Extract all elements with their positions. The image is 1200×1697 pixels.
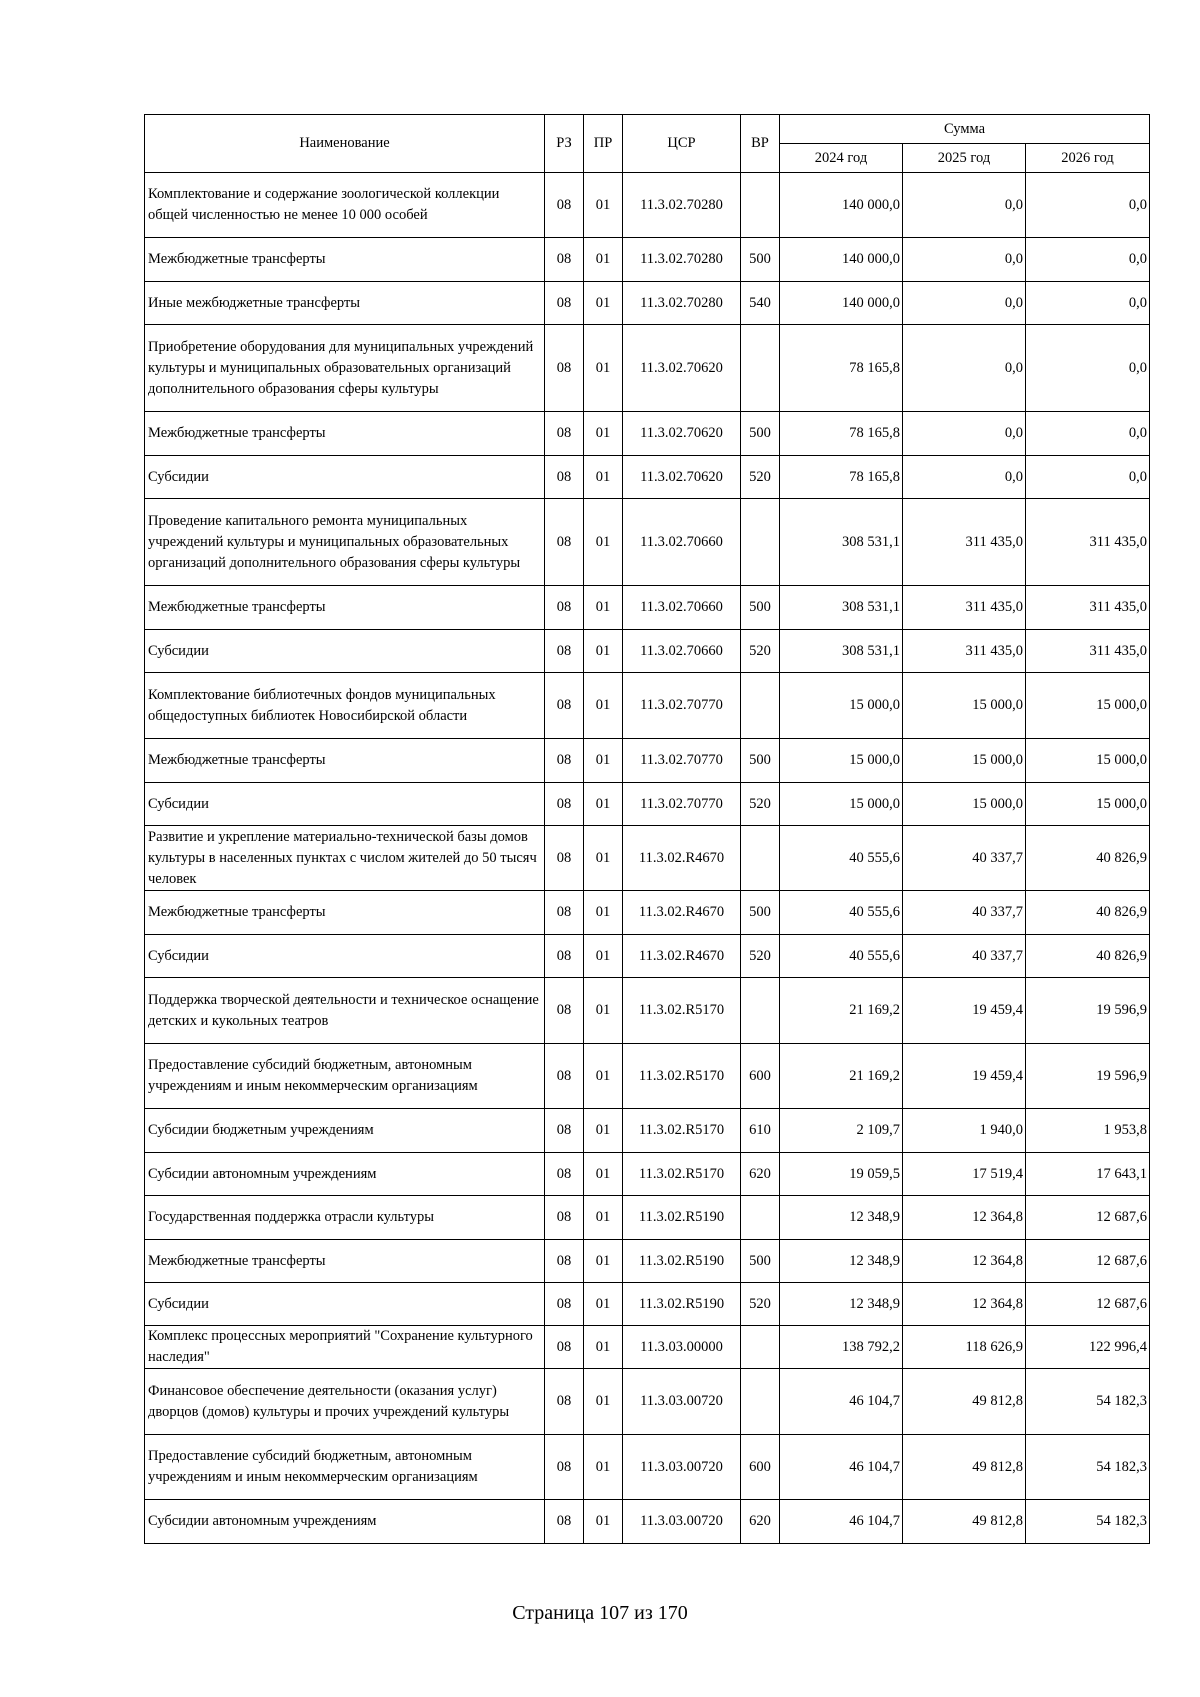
row-sum-2025: 311 435,0 <box>903 630 1026 673</box>
row-sum-2025: 40 337,7 <box>903 826 1026 891</box>
row-vr: 600 <box>741 1435 780 1500</box>
row-vr: 620 <box>741 1153 780 1196</box>
row-pr: 01 <box>584 1500 623 1544</box>
table-row <box>145 456 1150 499</box>
row-pr: 01 <box>584 630 623 673</box>
row-sum-2026: 12 687,6 <box>1026 1240 1150 1283</box>
row-name: Межбюджетные трансферты <box>145 891 545 935</box>
row-rz: 08 <box>545 1240 584 1283</box>
row-sum-2025: 311 435,0 <box>903 499 1026 586</box>
row-name: Поддержка творческой деятельности и техническое оснащение детских и кукольных театров <box>145 978 545 1044</box>
row-pr: 01 <box>584 978 623 1044</box>
row-name: Субсидии <box>145 783 545 826</box>
row-sum-2026: 0,0 <box>1026 325 1150 412</box>
header-year-2024: 2024 год <box>780 144 903 173</box>
table-row <box>145 1109 1150 1153</box>
table-row <box>145 1153 1150 1196</box>
row-vr: 500 <box>741 891 780 935</box>
row-rz: 08 <box>545 282 584 325</box>
table-row <box>145 1196 1150 1240</box>
table-row <box>145 499 1150 586</box>
row-csr: 11.3.02.70660 <box>623 586 741 630</box>
row-name: Приобретение оборудования для муниципальных учреждений культуры и муниципальных образовательных организаций дополнительного образования сферы культуры <box>145 325 545 412</box>
row-sum-2024: 140 000,0 <box>780 173 903 238</box>
row-sum-2025: 118 626,9 <box>903 1326 1026 1369</box>
row-sum-2026: 54 182,3 <box>1026 1500 1150 1544</box>
row-vr <box>741 826 780 891</box>
row-sum-2024: 40 555,6 <box>780 891 903 935</box>
row-sum-2024: 78 165,8 <box>780 412 903 456</box>
row-csr: 11.3.02.70770 <box>623 783 741 826</box>
row-sum-2026: 0,0 <box>1026 412 1150 456</box>
row-pr: 01 <box>584 1044 623 1109</box>
row-sum-2025: 0,0 <box>903 456 1026 499</box>
row-csr: 11.3.02.70660 <box>623 630 741 673</box>
header-vr: ВР <box>741 115 780 173</box>
row-pr: 01 <box>584 1196 623 1240</box>
row-sum-2025: 0,0 <box>903 412 1026 456</box>
row-sum-2025: 0,0 <box>903 238 1026 282</box>
row-vr <box>741 1196 780 1240</box>
row-rz: 08 <box>545 1109 584 1153</box>
row-rz: 08 <box>545 173 584 238</box>
row-sum-2024: 140 000,0 <box>780 238 903 282</box>
row-sum-2026: 40 826,9 <box>1026 935 1150 978</box>
row-sum-2024: 46 104,7 <box>780 1435 903 1500</box>
row-vr: 600 <box>741 1044 780 1109</box>
row-rz: 08 <box>545 1500 584 1544</box>
row-pr: 01 <box>584 935 623 978</box>
row-vr: 520 <box>741 935 780 978</box>
row-sum-2024: 15 000,0 <box>780 783 903 826</box>
row-csr: 11.3.02.R5190 <box>623 1240 741 1283</box>
row-sum-2025: 49 812,8 <box>903 1500 1026 1544</box>
row-name: Предоставление субсидий бюджетным, автономным учреждениям и иным некоммерческим организациям <box>145 1044 545 1109</box>
row-csr: 11.3.03.00720 <box>623 1435 741 1500</box>
row-pr: 01 <box>584 826 623 891</box>
row-csr: 11.3.02.R4670 <box>623 935 741 978</box>
row-rz: 08 <box>545 412 584 456</box>
row-name: Субсидии <box>145 1283 545 1326</box>
row-vr <box>741 499 780 586</box>
row-sum-2025: 15 000,0 <box>903 783 1026 826</box>
row-csr: 11.3.02.R5170 <box>623 1109 741 1153</box>
row-rz: 08 <box>545 238 584 282</box>
row-sum-2025: 49 812,8 <box>903 1369 1026 1435</box>
row-name: Субсидии автономным учреждениям <box>145 1153 545 1196</box>
row-sum-2025: 19 459,4 <box>903 1044 1026 1109</box>
row-name: Межбюджетные трансферты <box>145 1240 545 1283</box>
row-sum-2026: 1 953,8 <box>1026 1109 1150 1153</box>
row-sum-2025: 15 000,0 <box>903 739 1026 783</box>
row-sum-2024: 308 531,1 <box>780 630 903 673</box>
row-sum-2026: 0,0 <box>1026 282 1150 325</box>
row-csr: 11.3.02.70620 <box>623 325 741 412</box>
row-vr <box>741 173 780 238</box>
table-row <box>145 673 1150 739</box>
row-sum-2025: 12 364,8 <box>903 1283 1026 1326</box>
row-pr: 01 <box>584 1153 623 1196</box>
row-vr: 500 <box>741 238 780 282</box>
row-pr: 01 <box>584 739 623 783</box>
row-csr: 11.3.03.00720 <box>623 1369 741 1435</box>
row-csr: 11.3.02.70620 <box>623 412 741 456</box>
row-vr: 500 <box>741 739 780 783</box>
row-sum-2026: 12 687,6 <box>1026 1283 1150 1326</box>
row-sum-2024: 40 555,6 <box>780 826 903 891</box>
row-pr: 01 <box>584 412 623 456</box>
row-rz: 08 <box>545 499 584 586</box>
row-rz: 08 <box>545 630 584 673</box>
row-pr: 01 <box>584 1435 623 1500</box>
table-row <box>145 238 1150 282</box>
row-vr: 620 <box>741 1500 780 1544</box>
table-row <box>145 826 1150 891</box>
table-row <box>145 1240 1150 1283</box>
row-name: Межбюджетные трансферты <box>145 412 545 456</box>
row-csr: 11.3.02.R5170 <box>623 1153 741 1196</box>
row-rz: 08 <box>545 978 584 1044</box>
row-sum-2024: 78 165,8 <box>780 325 903 412</box>
table-row <box>145 739 1150 783</box>
row-rz: 08 <box>545 586 584 630</box>
table-row <box>145 1500 1150 1544</box>
row-csr: 11.3.02.70660 <box>623 499 741 586</box>
row-name: Комплекс процессных мероприятий "Сохранение культурного наследия" <box>145 1326 545 1369</box>
row-sum-2026: 311 435,0 <box>1026 586 1150 630</box>
row-sum-2024: 140 000,0 <box>780 282 903 325</box>
row-sum-2025: 0,0 <box>903 325 1026 412</box>
row-sum-2026: 311 435,0 <box>1026 499 1150 586</box>
row-name: Субсидии бюджетным учреждениям <box>145 1109 545 1153</box>
row-sum-2024: 138 792,2 <box>780 1326 903 1369</box>
row-vr: 520 <box>741 456 780 499</box>
header-year-2026: 2026 год <box>1026 144 1150 173</box>
table-row <box>145 325 1150 412</box>
row-sum-2025: 0,0 <box>903 282 1026 325</box>
table-row <box>145 282 1150 325</box>
row-rz: 08 <box>545 1153 584 1196</box>
table-row <box>145 1435 1150 1500</box>
row-vr: 500 <box>741 586 780 630</box>
row-sum-2025: 1 940,0 <box>903 1109 1026 1153</box>
row-sum-2025: 40 337,7 <box>903 935 1026 978</box>
row-sum-2026: 311 435,0 <box>1026 630 1150 673</box>
row-rz: 08 <box>545 1369 584 1435</box>
table-row <box>145 1369 1150 1435</box>
budget-table <box>144 114 1150 1544</box>
table-row <box>145 630 1150 673</box>
row-vr: 520 <box>741 783 780 826</box>
row-pr: 01 <box>584 783 623 826</box>
row-name: Предоставление субсидий бюджетным, автономным учреждениям и иным некоммерческим организациям <box>145 1435 545 1500</box>
header-rz: РЗ <box>545 115 584 173</box>
row-csr: 11.3.02.R5170 <box>623 978 741 1044</box>
row-sum-2024: 308 531,1 <box>780 586 903 630</box>
row-sum-2024: 12 348,9 <box>780 1196 903 1240</box>
row-rz: 08 <box>545 456 584 499</box>
row-name: Иные межбюджетные трансферты <box>145 282 545 325</box>
row-sum-2024: 46 104,7 <box>780 1369 903 1435</box>
row-csr: 11.3.02.R5190 <box>623 1283 741 1326</box>
row-name: Финансовое обеспечение деятельности (оказания услуг) дворцов (домов) культуры и прочих учреждений культуры <box>145 1369 545 1435</box>
row-csr: 11.3.02.R5190 <box>623 1196 741 1240</box>
row-pr: 01 <box>584 1109 623 1153</box>
row-name: Субсидии <box>145 630 545 673</box>
row-name: Субсидии автономным учреждениям <box>145 1500 545 1544</box>
row-sum-2026: 0,0 <box>1026 238 1150 282</box>
row-pr: 01 <box>584 1326 623 1369</box>
row-vr: 520 <box>741 1283 780 1326</box>
row-pr: 01 <box>584 499 623 586</box>
row-csr: 11.3.03.00000 <box>623 1326 741 1369</box>
row-csr: 11.3.03.00720 <box>623 1500 741 1544</box>
row-pr: 01 <box>584 1369 623 1435</box>
row-vr <box>741 978 780 1044</box>
row-vr: 540 <box>741 282 780 325</box>
row-sum-2026: 0,0 <box>1026 173 1150 238</box>
row-pr: 01 <box>584 1283 623 1326</box>
row-sum-2024: 46 104,7 <box>780 1500 903 1544</box>
row-sum-2026: 122 996,4 <box>1026 1326 1150 1369</box>
row-rz: 08 <box>545 325 584 412</box>
table-row <box>145 978 1150 1044</box>
row-csr: 11.3.02.70770 <box>623 739 741 783</box>
row-pr: 01 <box>584 173 623 238</box>
row-pr: 01 <box>584 456 623 499</box>
row-rz: 08 <box>545 935 584 978</box>
row-sum-2024: 2 109,7 <box>780 1109 903 1153</box>
row-sum-2025: 40 337,7 <box>903 891 1026 935</box>
table-row <box>145 1326 1150 1369</box>
row-vr: 520 <box>741 630 780 673</box>
row-sum-2026: 15 000,0 <box>1026 739 1150 783</box>
row-rz: 08 <box>545 1435 584 1500</box>
row-sum-2025: 311 435,0 <box>903 586 1026 630</box>
row-sum-2025: 12 364,8 <box>903 1240 1026 1283</box>
row-name: Государственная поддержка отрасли культуры <box>145 1196 545 1240</box>
row-name: Проведение капитального ремонта муниципальных учреждений культуры и муниципальных образовательных организаций дополнительного образования сферы культуры <box>145 499 545 586</box>
row-pr: 01 <box>584 673 623 739</box>
page-number: Страница 107 из 170 <box>512 1602 688 1624</box>
row-sum-2026: 40 826,9 <box>1026 826 1150 891</box>
row-rz: 08 <box>545 1196 584 1240</box>
row-name: Комплектование и содержание зоологической коллекции общей численностью не менее 10 000 особей <box>145 173 545 238</box>
row-rz: 08 <box>545 1044 584 1109</box>
header-name: Наименование <box>145 115 545 173</box>
row-sum-2025: 12 364,8 <box>903 1196 1026 1240</box>
row-sum-2025: 0,0 <box>903 173 1026 238</box>
header-year-2025: 2025 год <box>903 144 1026 173</box>
row-vr: 500 <box>741 412 780 456</box>
table-row <box>145 586 1150 630</box>
table-body <box>145 173 1150 1544</box>
row-name: Субсидии <box>145 935 545 978</box>
row-vr <box>741 673 780 739</box>
row-sum-2025: 17 519,4 <box>903 1153 1026 1196</box>
table-row <box>145 173 1150 238</box>
table-row <box>145 1044 1150 1109</box>
table-row <box>145 891 1150 935</box>
row-sum-2024: 40 555,6 <box>780 935 903 978</box>
row-name: Межбюджетные трансферты <box>145 739 545 783</box>
row-rz: 08 <box>545 673 584 739</box>
row-name: Межбюджетные трансферты <box>145 586 545 630</box>
row-sum-2026: 19 596,9 <box>1026 1044 1150 1109</box>
row-rz: 08 <box>545 783 584 826</box>
row-sum-2026: 17 643,1 <box>1026 1153 1150 1196</box>
row-csr: 11.3.02.R5170 <box>623 1044 741 1109</box>
row-pr: 01 <box>584 1240 623 1283</box>
header-pr: ПР <box>584 115 623 173</box>
row-sum-2026: 40 826,9 <box>1026 891 1150 935</box>
row-vr: 610 <box>741 1109 780 1153</box>
row-pr: 01 <box>584 325 623 412</box>
row-sum-2026: 54 182,3 <box>1026 1369 1150 1435</box>
row-pr: 01 <box>584 586 623 630</box>
row-rz: 08 <box>545 891 584 935</box>
row-csr: 11.3.02.70770 <box>623 673 741 739</box>
table-row <box>145 935 1150 978</box>
row-vr <box>741 1326 780 1369</box>
table-row <box>145 412 1150 456</box>
row-vr: 500 <box>741 1240 780 1283</box>
row-csr: 11.3.02.70280 <box>623 282 741 325</box>
row-pr: 01 <box>584 891 623 935</box>
row-sum-2026: 12 687,6 <box>1026 1196 1150 1240</box>
row-sum-2026: 0,0 <box>1026 456 1150 499</box>
row-sum-2025: 49 812,8 <box>903 1435 1026 1500</box>
row-pr: 01 <box>584 238 623 282</box>
row-sum-2025: 15 000,0 <box>903 673 1026 739</box>
row-sum-2024: 78 165,8 <box>780 456 903 499</box>
row-sum-2024: 308 531,1 <box>780 499 903 586</box>
row-csr: 11.3.02.R4670 <box>623 891 741 935</box>
table-header <box>145 115 1150 173</box>
header-sum: Сумма <box>780 115 1150 144</box>
row-sum-2024: 15 000,0 <box>780 673 903 739</box>
row-pr: 01 <box>584 282 623 325</box>
row-sum-2024: 19 059,5 <box>780 1153 903 1196</box>
row-name: Межбюджетные трансферты <box>145 238 545 282</box>
row-sum-2026: 15 000,0 <box>1026 673 1150 739</box>
row-sum-2024: 21 169,2 <box>780 1044 903 1109</box>
row-csr: 11.3.02.70280 <box>623 173 741 238</box>
row-sum-2024: 12 348,9 <box>780 1240 903 1283</box>
row-csr: 11.3.02.70280 <box>623 238 741 282</box>
row-sum-2024: 15 000,0 <box>780 739 903 783</box>
row-name: Субсидии <box>145 456 545 499</box>
row-sum-2025: 19 459,4 <box>903 978 1026 1044</box>
row-sum-2026: 54 182,3 <box>1026 1435 1150 1500</box>
row-sum-2024: 21 169,2 <box>780 978 903 1044</box>
row-rz: 08 <box>545 739 584 783</box>
row-sum-2026: 15 000,0 <box>1026 783 1150 826</box>
row-vr <box>741 1369 780 1435</box>
row-rz: 08 <box>545 826 584 891</box>
row-vr <box>741 325 780 412</box>
row-rz: 08 <box>545 1283 584 1326</box>
header-csr: ЦСР <box>623 115 741 173</box>
row-name: Развитие и укрепление материально-технической базы домов культуры в населенных пунктах с числом жителей до 50 тысяч человек <box>145 826 545 891</box>
table-row <box>145 783 1150 826</box>
row-csr: 11.3.02.R4670 <box>623 826 741 891</box>
table-row <box>145 1283 1150 1326</box>
row-sum-2024: 12 348,9 <box>780 1283 903 1326</box>
row-rz: 08 <box>545 1326 584 1369</box>
row-name: Комплектование библиотечных фондов муниципальных общедоступных библиотек Новосибирской области <box>145 673 545 739</box>
row-csr: 11.3.02.70620 <box>623 456 741 499</box>
row-sum-2026: 19 596,9 <box>1026 978 1150 1044</box>
